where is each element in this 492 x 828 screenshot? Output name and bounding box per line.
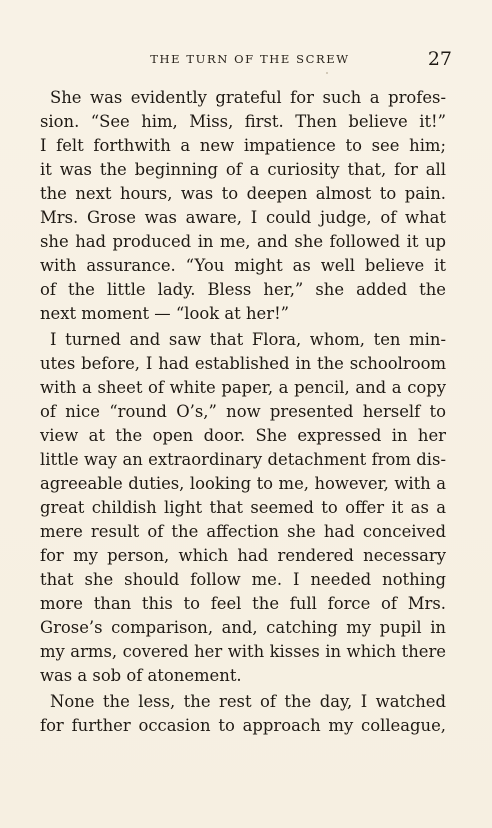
text-line: with a sheet of white paper, a pencil, and a copy [40,378,446,397]
text-line: mere result of the affection she had conceived [40,522,446,541]
text-line: Grose’s comparison, and, catching my pupil in [40,618,446,637]
text-line: Mrs. Grose was aware, I could judge, of what [40,208,446,227]
running-head: THE TURN OF THE SCREW [150,52,350,66]
text-line: I felt forthwith a new impatience to see him; [40,136,446,155]
text-line: None the less, the rest of the day, I watched [50,692,446,711]
text-line: great childish light that seemed to offer it as a [40,498,446,517]
text-line: agreeable duties, looking to me, however, with a [40,474,446,493]
text-line: of the little lady. Bless her,” she added the [40,280,446,299]
text-line: the next hours, was to deepen almost to pain. [40,184,446,203]
text-line: my arms, covered her with kisses in which there [40,642,446,661]
text-line: utes before, I had established in the schoolroom [40,354,446,373]
text-line: that she should follow me. I needed nothing [40,570,446,589]
page-number: 27 [427,48,452,70]
text-line: She was evidently grateful for such a profes- [50,88,446,107]
text-line: she had produced in me, and she followed it up [40,232,446,251]
text-line: next moment — “look at her!” [40,304,290,323]
text-line: I turned and saw that Flora, whom, ten min- [50,330,446,349]
text-line: sion. “See him, Miss, first. Then believe it!” [40,112,446,131]
text-line: was a sob of atonement. [40,666,242,685]
text-line: with assurance. “You might as well believe it [40,256,446,275]
text-line: for my person, which had rendered necessary [40,546,446,565]
text-line: more than this to feel the full force of Mrs. [40,594,446,613]
text-line: it was the beginning of a curiosity that, for all [40,160,446,179]
text-line: little way an extraordinary detachment from dis- [40,450,446,469]
text-line: view at the open door. She expressed in her [40,426,446,445]
text-line: of nice “round O’s,” now presented herself to [40,402,446,421]
text-line: for further occasion to approach my colleague, [40,716,446,735]
